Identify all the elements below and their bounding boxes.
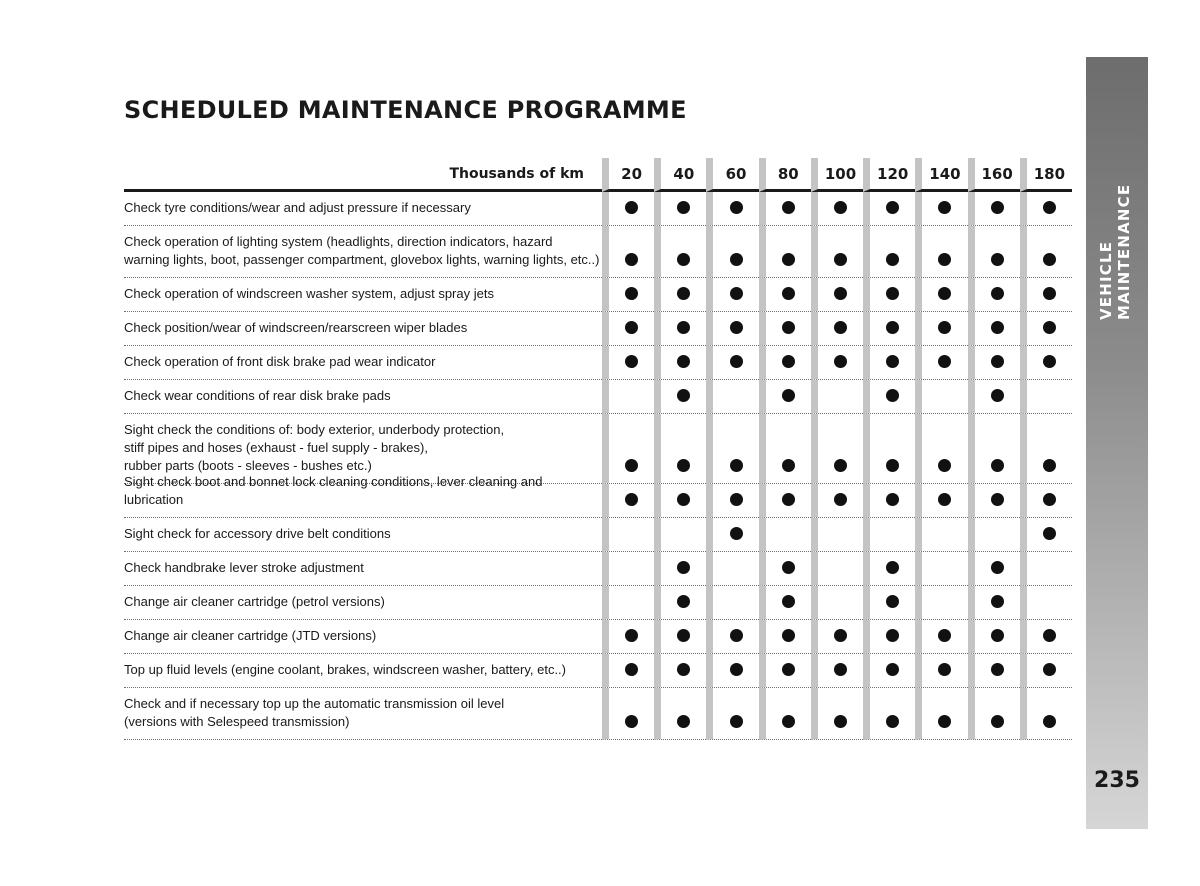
schedule-mark-cell [759,278,811,312]
bullet-dot-icon [677,201,690,214]
empty-mark [991,527,1004,540]
task-description: Top up fluid levels (engine coolant, brakes, windscreen washer, battery, etc..) [124,662,566,677]
task-description: Sight check boot and bonnet lock cleaning conditions, lever cleaning and lubrication [124,474,543,507]
bullet-dot-icon [730,715,743,728]
schedule-mark-cell [1020,552,1072,586]
bullet-dot-icon [938,253,951,266]
bullet-dot-icon [730,287,743,300]
schedule-mark-cell [759,414,811,484]
task-description: Change air cleaner cartridge (petrol versions) [124,594,385,609]
bullet-dot-icon [938,459,951,472]
schedule-mark-cell [811,226,863,278]
schedule-mark-cell [602,346,654,380]
bullet-dot-icon [730,663,743,676]
table-row-task [124,620,602,654]
schedule-mark-cell [811,518,863,552]
bullet-dot-icon [834,201,847,214]
schedule-mark-cell [863,226,915,278]
task-description: Sight check for accessory drive belt conditions [124,526,391,541]
schedule-mark-cell [654,312,706,346]
schedule-mark-cell [1020,346,1072,380]
schedule-mark-cell [706,586,758,620]
bullet-dot-icon [677,561,690,574]
table-row-task [124,192,602,226]
schedule-mark-cell [1020,312,1072,346]
schedule-mark-cell [602,518,654,552]
bullet-dot-icon [677,459,690,472]
empty-mark [886,527,899,540]
schedule-mark-cell [915,688,967,740]
schedule-mark-cell [915,654,967,688]
bullet-dot-icon [1043,663,1056,676]
task-description: Change air cleaner cartridge (JTD versions) [124,628,377,643]
bullet-dot-icon [991,493,1004,506]
schedule-mark-cell [968,586,1020,620]
schedule-mark-cell [863,620,915,654]
schedule-mark-cell [706,192,758,226]
empty-mark [730,595,743,608]
empty-mark [938,561,951,574]
schedule-mark-cell [759,312,811,346]
schedule-mark-cell [602,552,654,586]
table-row-task [124,654,602,688]
schedule-mark-cell [968,620,1020,654]
schedule-mark-cell [706,654,758,688]
schedule-mark-cell [654,586,706,620]
bullet-dot-icon [938,287,951,300]
schedule-mark-cell [602,654,654,688]
schedule-mark-cell [602,586,654,620]
schedule-mark-cell [602,414,654,484]
schedule-mark-cell [863,278,915,312]
bullet-dot-icon [625,201,638,214]
bullet-dot-icon [730,355,743,368]
bullet-dot-icon [886,715,899,728]
bullet-dot-icon [677,321,690,334]
schedule-mark-cell [759,620,811,654]
schedule-mark-cell [602,484,654,518]
schedule-mark-cell [863,192,915,226]
bullet-dot-icon [991,287,1004,300]
bullet-dot-icon [677,493,690,506]
schedule-mark-cell [915,484,967,518]
empty-mark [834,561,847,574]
km-interval-header: 100 [811,158,863,192]
bullet-dot-icon [991,595,1004,608]
bullet-dot-icon [677,355,690,368]
bullet-dot-icon [782,663,795,676]
bullet-dot-icon [991,629,1004,642]
bullet-dot-icon [991,321,1004,334]
schedule-mark-cell [811,380,863,414]
bullet-dot-icon [1043,287,1056,300]
bullet-dot-icon [730,493,743,506]
schedule-mark-cell [654,518,706,552]
bullet-dot-icon [1043,493,1056,506]
schedule-mark-cell [759,688,811,740]
page-number: 235 [1094,768,1140,793]
empty-mark [1043,595,1056,608]
page-title: SCHEDULED MAINTENANCE PROGRAMME [124,96,687,124]
schedule-mark-cell [968,226,1020,278]
bullet-dot-icon [677,715,690,728]
bullet-dot-icon [1043,355,1056,368]
schedule-mark-cell [706,380,758,414]
schedule-mark-cell [654,620,706,654]
schedule-mark-cell [863,414,915,484]
schedule-mark-cell [706,552,758,586]
schedule-mark-cell [602,620,654,654]
table-row-task [124,380,602,414]
bullet-dot-icon [782,201,795,214]
schedule-mark-cell [863,484,915,518]
bullet-dot-icon [886,629,899,642]
table-row-task [124,312,602,346]
schedule-mark-cell [811,192,863,226]
schedule-mark-cell [654,414,706,484]
bullet-dot-icon [886,389,899,402]
schedule-mark-cell [811,346,863,380]
bullet-dot-icon [834,493,847,506]
bullet-dot-icon [730,201,743,214]
bullet-dot-icon [1043,715,1056,728]
schedule-mark-cell [706,688,758,740]
table-row-task [124,586,602,620]
bullet-dot-icon [730,321,743,334]
schedule-mark-cell [863,312,915,346]
bullet-dot-icon [625,355,638,368]
table-row-task [124,226,602,278]
bullet-dot-icon [625,493,638,506]
bullet-dot-icon [782,355,795,368]
schedule-mark-cell [968,414,1020,484]
schedule-mark-cell [915,586,967,620]
bullet-dot-icon [886,663,899,676]
bullet-dot-icon [782,629,795,642]
schedule-mark-cell [811,654,863,688]
task-description: Sight check the conditions of: body exterior, underbody protection, stiff pipes and hoses (exhaust - fuel supply - brakes), rubber parts (boots - sleeves - bushes etc.) [124,422,505,473]
table-row-task [124,552,602,586]
bullet-dot-icon [677,389,690,402]
task-description: Check operation of lighting system (headlights, direction indicators, hazard warning lights, boot, passenger compartment, glovebox lights, warning lights, etc..) [124,234,600,267]
bullet-dot-icon [834,715,847,728]
schedule-mark-cell [915,620,967,654]
bullet-dot-icon [991,715,1004,728]
schedule-mark-cell [915,414,967,484]
schedule-mark-cell [602,226,654,278]
schedule-mark-cell [706,484,758,518]
schedule-mark-cell [654,380,706,414]
empty-mark [625,595,638,608]
schedule-mark-cell [968,312,1020,346]
bullet-dot-icon [1043,201,1056,214]
bullet-dot-icon [782,287,795,300]
bullet-dot-icon [938,715,951,728]
table-row-task [124,688,602,740]
km-interval-header: 80 [759,158,811,192]
bullet-dot-icon [1043,629,1056,642]
task-description: Check wear conditions of rear disk brake pads [124,388,391,403]
empty-mark [834,527,847,540]
schedule-mark-cell [915,192,967,226]
schedule-mark-cell [811,688,863,740]
schedule-mark-cell [654,688,706,740]
schedule-mark-cell [706,620,758,654]
schedule-mark-cell [706,226,758,278]
bullet-dot-icon [834,663,847,676]
bullet-dot-icon [625,459,638,472]
schedule-mark-cell [1020,192,1072,226]
bullet-dot-icon [886,595,899,608]
bullet-dot-icon [886,321,899,334]
bullet-dot-icon [677,595,690,608]
schedule-mark-cell [811,620,863,654]
schedule-mark-cell [1020,278,1072,312]
schedule-mark-cell [811,414,863,484]
bullet-dot-icon [677,663,690,676]
schedule-mark-cell [1020,620,1072,654]
schedule-mark-cell [654,346,706,380]
empty-mark [625,527,638,540]
empty-mark [730,561,743,574]
schedule-mark-cell [968,380,1020,414]
task-description: Check tyre conditions/wear and adjust pressure if necessary [124,200,471,215]
bullet-dot-icon [1043,253,1056,266]
bullet-dot-icon [991,253,1004,266]
bullet-dot-icon [886,201,899,214]
bullet-dot-icon [1043,321,1056,334]
bullet-dot-icon [938,663,951,676]
schedule-mark-cell [811,586,863,620]
schedule-mark-cell [863,654,915,688]
empty-mark [938,595,951,608]
bullet-dot-icon [625,629,638,642]
schedule-mark-cell [811,278,863,312]
schedule-mark-cell [1020,484,1072,518]
km-interval-header: 160 [968,158,1020,192]
schedule-mark-cell [706,346,758,380]
bullet-dot-icon [834,629,847,642]
schedule-mark-cell [654,226,706,278]
schedule-mark-cell [654,278,706,312]
schedule-mark-cell [1020,654,1072,688]
schedule-mark-cell [1020,586,1072,620]
bullet-dot-icon [677,629,690,642]
bullet-dot-icon [782,715,795,728]
bullet-dot-icon [834,287,847,300]
bullet-dot-icon [730,253,743,266]
task-description: Check position/wear of windscreen/rearscreen wiper blades [124,320,468,335]
task-description: Check operation of front disk brake pad wear indicator [124,354,436,369]
schedule-mark-cell [759,380,811,414]
table-row-task [124,474,602,518]
km-interval-header: 120 [863,158,915,192]
bullet-dot-icon [782,459,795,472]
schedule-mark-cell [968,552,1020,586]
schedule-mark-cell [811,484,863,518]
km-interval-header: 40 [654,158,706,192]
schedule-mark-cell [863,380,915,414]
bullet-dot-icon [938,201,951,214]
schedule-mark-cell [915,380,967,414]
bullet-dot-icon [991,663,1004,676]
bullet-dot-icon [886,493,899,506]
table-row-task [124,346,602,380]
schedule-mark-cell [1020,414,1072,484]
bullet-dot-icon [834,321,847,334]
bullet-dot-icon [730,629,743,642]
schedule-mark-cell [968,518,1020,552]
schedule-mark-cell [968,278,1020,312]
bullet-dot-icon [991,355,1004,368]
schedule-mark-cell [759,226,811,278]
empty-mark [834,389,847,402]
schedule-mark-cell [1020,688,1072,740]
schedule-mark-cell [759,346,811,380]
table-row-task [124,518,602,552]
schedule-mark-cell [968,688,1020,740]
empty-mark [782,527,795,540]
schedule-mark-cell [968,484,1020,518]
schedule-mark-cell [706,312,758,346]
schedule-grid [124,158,1074,740]
bullet-dot-icon [730,527,743,540]
schedule-mark-cell [915,278,967,312]
empty-mark [1043,389,1056,402]
bullet-dot-icon [834,253,847,266]
km-header-label: Thousands of km [124,158,602,192]
schedule-mark-cell [863,552,915,586]
schedule-mark-cell [811,312,863,346]
schedule-mark-cell [602,192,654,226]
bullet-dot-icon [991,561,1004,574]
bullet-dot-icon [625,715,638,728]
schedule-mark-cell [1020,518,1072,552]
schedule-mark-cell [759,518,811,552]
km-interval-header: 60 [706,158,758,192]
bullet-dot-icon [834,459,847,472]
schedule-mark-cell [706,414,758,484]
km-interval-header: 140 [915,158,967,192]
bullet-dot-icon [991,459,1004,472]
bullet-dot-icon [782,561,795,574]
bullet-dot-icon [886,561,899,574]
bullet-dot-icon [991,389,1004,402]
schedule-mark-cell [915,226,967,278]
schedule-mark-cell [968,346,1020,380]
empty-mark [625,389,638,402]
schedule-mark-cell [654,654,706,688]
bullet-dot-icon [1043,527,1056,540]
empty-mark [938,389,951,402]
bullet-dot-icon [782,389,795,402]
bullet-dot-icon [886,287,899,300]
schedule-mark-cell [759,552,811,586]
schedule-mark-cell [863,688,915,740]
schedule-mark-cell [968,654,1020,688]
schedule-mark-cell [706,518,758,552]
schedule-mark-cell [602,688,654,740]
bullet-dot-icon [834,355,847,368]
schedule-mark-cell [811,552,863,586]
task-description: Check operation of windscreen washer system, adjust spray jets [124,286,494,301]
schedule-mark-cell [915,312,967,346]
empty-mark [625,561,638,574]
bullet-dot-icon [1043,459,1056,472]
schedule-mark-cell [759,654,811,688]
km-interval-header: 20 [602,158,654,192]
bullet-dot-icon [677,287,690,300]
empty-mark [1043,561,1056,574]
task-description: Check and if necessary top up the automatic transmission oil level (versions with Selespeed transmission) [124,696,505,729]
bullet-dot-icon [625,287,638,300]
schedule-mark-cell [602,380,654,414]
schedule-mark-cell [759,586,811,620]
bullet-dot-icon [782,493,795,506]
bullet-dot-icon [886,355,899,368]
bullet-dot-icon [782,321,795,334]
km-interval-header: 180 [1020,158,1072,192]
schedule-mark-cell [654,484,706,518]
schedule-mark-cell [706,278,758,312]
schedule-mark-cell [863,586,915,620]
table-row-task [124,278,602,312]
bullet-dot-icon [991,201,1004,214]
bullet-dot-icon [938,321,951,334]
schedule-mark-cell [915,518,967,552]
schedule-mark-cell [863,518,915,552]
bullet-dot-icon [886,253,899,266]
schedule-mark-cell [602,312,654,346]
bullet-dot-icon [782,595,795,608]
bullet-dot-icon [677,253,690,266]
schedule-mark-cell [654,552,706,586]
bullet-dot-icon [938,355,951,368]
bullet-dot-icon [938,629,951,642]
empty-mark [834,595,847,608]
bullet-dot-icon [625,663,638,676]
schedule-mark-cell [654,192,706,226]
schedule-mark-cell [1020,380,1072,414]
section-tab-label: VEHICLE MAINTENANCE [1097,183,1133,320]
schedule-mark-cell [968,192,1020,226]
schedule-mark-cell [759,484,811,518]
bullet-dot-icon [730,459,743,472]
bullet-dot-icon [886,459,899,472]
empty-mark [730,389,743,402]
schedule-mark-cell [602,278,654,312]
bullet-dot-icon [625,253,638,266]
task-description: Check handbrake lever stroke adjustment [124,560,364,575]
schedule-mark-cell [915,346,967,380]
schedule-mark-cell [863,346,915,380]
schedule-mark-cell [1020,226,1072,278]
empty-mark [677,527,690,540]
bullet-dot-icon [938,493,951,506]
schedule-mark-cell [759,192,811,226]
bullet-dot-icon [625,321,638,334]
bullet-dot-icon [782,253,795,266]
schedule-mark-cell [915,552,967,586]
empty-mark [938,527,951,540]
maintenance-schedule-table [124,158,1074,740]
